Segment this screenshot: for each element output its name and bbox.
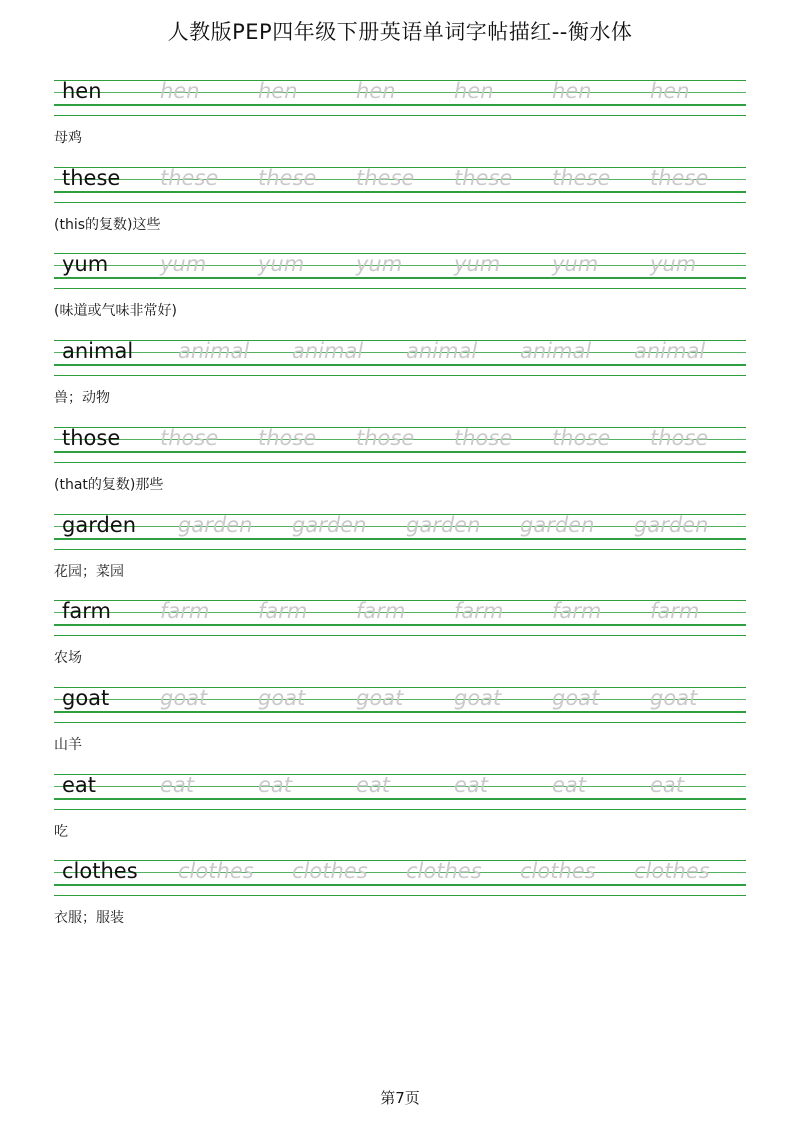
trace-word: animal: [634, 339, 706, 364]
trace-word: hen: [258, 79, 298, 103]
trace-word: garden: [178, 512, 253, 537]
trace-word: hen: [650, 79, 690, 103]
trace-word: goat: [356, 685, 404, 710]
guide-line: [54, 104, 746, 106]
trace-word: hen: [454, 79, 494, 103]
word-meaning: 农场: [54, 650, 82, 667]
word-row: [0, 774, 800, 861]
word-row: [0, 427, 800, 514]
word-meaning: 吃: [54, 823, 68, 840]
trace-word: yum: [454, 252, 501, 277]
model-word: garden: [62, 512, 137, 537]
guide-line: [54, 809, 746, 810]
trace-word: garden: [520, 512, 595, 537]
trace-word: farm: [650, 599, 700, 624]
model-word: farm: [62, 599, 111, 624]
word-row: [0, 340, 800, 427]
guide-line: [54, 774, 746, 775]
word-meaning: (that的复数)那些: [54, 476, 164, 493]
model-word: animal: [62, 339, 134, 364]
trace-word: garden: [634, 512, 709, 537]
guide-line: [54, 288, 746, 289]
trace-word: those: [552, 425, 611, 450]
guide-line: [54, 462, 746, 463]
guide-line: [54, 80, 746, 81]
guide-line: [54, 375, 746, 376]
trace-word: those: [160, 425, 219, 450]
trace-word: goat: [552, 685, 600, 710]
page-title: 人教版PEP四年级下册英语单词字帖描红--衡水体: [167, 20, 633, 44]
trace-word: eat: [650, 772, 685, 797]
trace-word: farm: [552, 599, 602, 624]
guide-line: [54, 549, 746, 550]
page-number: 第7页: [380, 1089, 420, 1107]
word-row: [0, 687, 800, 774]
guide-line: [54, 722, 746, 723]
trace-word: these: [356, 165, 415, 190]
guide-line: [54, 115, 746, 116]
word-row: [0, 514, 800, 601]
guide-line: [54, 202, 746, 203]
trace-word: yum: [650, 252, 697, 277]
trace-word: goat: [454, 685, 502, 710]
trace-word: farm: [160, 599, 210, 624]
trace-word: these: [454, 165, 513, 190]
word-row: [0, 600, 800, 687]
guide-line: [54, 798, 746, 800]
trace-word: yum: [160, 252, 207, 277]
trace-word: eat: [258, 772, 293, 797]
model-word: those: [62, 425, 121, 450]
trace-word: farm: [258, 599, 308, 624]
trace-word: these: [650, 165, 709, 190]
trace-word: eat: [552, 772, 587, 797]
trace-word: farm: [356, 599, 406, 624]
word-row: [0, 253, 800, 340]
model-word: yum: [62, 252, 109, 277]
trace-word: clothes: [178, 859, 254, 884]
trace-word: animal: [406, 339, 478, 364]
model-word: eat: [62, 772, 97, 797]
model-word: goat: [62, 685, 110, 710]
trace-word: eat: [160, 772, 195, 797]
trace-word: goat: [650, 685, 698, 710]
trace-word: animal: [178, 339, 250, 364]
trace-word: these: [258, 165, 317, 190]
model-word: hen: [62, 79, 102, 103]
word-meaning: 花园；菜园: [54, 563, 124, 580]
model-word: these: [62, 165, 121, 190]
trace-word: yum: [356, 252, 403, 277]
trace-word: goat: [258, 685, 306, 710]
trace-word: those: [356, 425, 415, 450]
trace-word: those: [650, 425, 709, 450]
word-row: [0, 167, 800, 254]
trace-word: these: [160, 165, 219, 190]
trace-word: clothes: [406, 859, 482, 884]
trace-word: garden: [406, 512, 481, 537]
trace-word: yum: [552, 252, 599, 277]
trace-word: those: [454, 425, 513, 450]
word-row: [0, 860, 800, 947]
guide-line: [54, 635, 746, 636]
trace-word: clothes: [292, 859, 368, 884]
word-meaning: 母鸡: [54, 130, 82, 146]
trace-word: hen: [552, 79, 592, 103]
trace-word: clothes: [634, 859, 710, 884]
guide-line: [54, 895, 746, 896]
trace-word: hen: [356, 79, 396, 103]
trace-word: hen: [160, 79, 200, 103]
trace-word: clothes: [520, 859, 596, 884]
trace-word: animal: [520, 339, 592, 364]
word-meaning: (this的复数)这些: [54, 216, 161, 233]
guide-line: [54, 786, 746, 787]
word-meaning: (味道或气味非常好): [54, 303, 177, 320]
word-meaning: 山羊: [54, 736, 82, 753]
trace-word: animal: [292, 339, 364, 364]
trace-word: these: [552, 165, 611, 190]
model-word: clothes: [62, 859, 138, 884]
guide-line: [54, 92, 746, 93]
word-meaning: 兽；动物: [54, 390, 110, 407]
trace-word: garden: [292, 512, 367, 537]
word-meaning: 衣服；服装: [54, 910, 124, 927]
trace-word: eat: [454, 772, 489, 797]
word-row: [0, 80, 800, 167]
trace-word: farm: [454, 599, 504, 624]
trace-word: yum: [258, 252, 305, 277]
trace-word: those: [258, 425, 317, 450]
trace-word: eat: [356, 772, 391, 797]
trace-word: goat: [160, 685, 208, 710]
